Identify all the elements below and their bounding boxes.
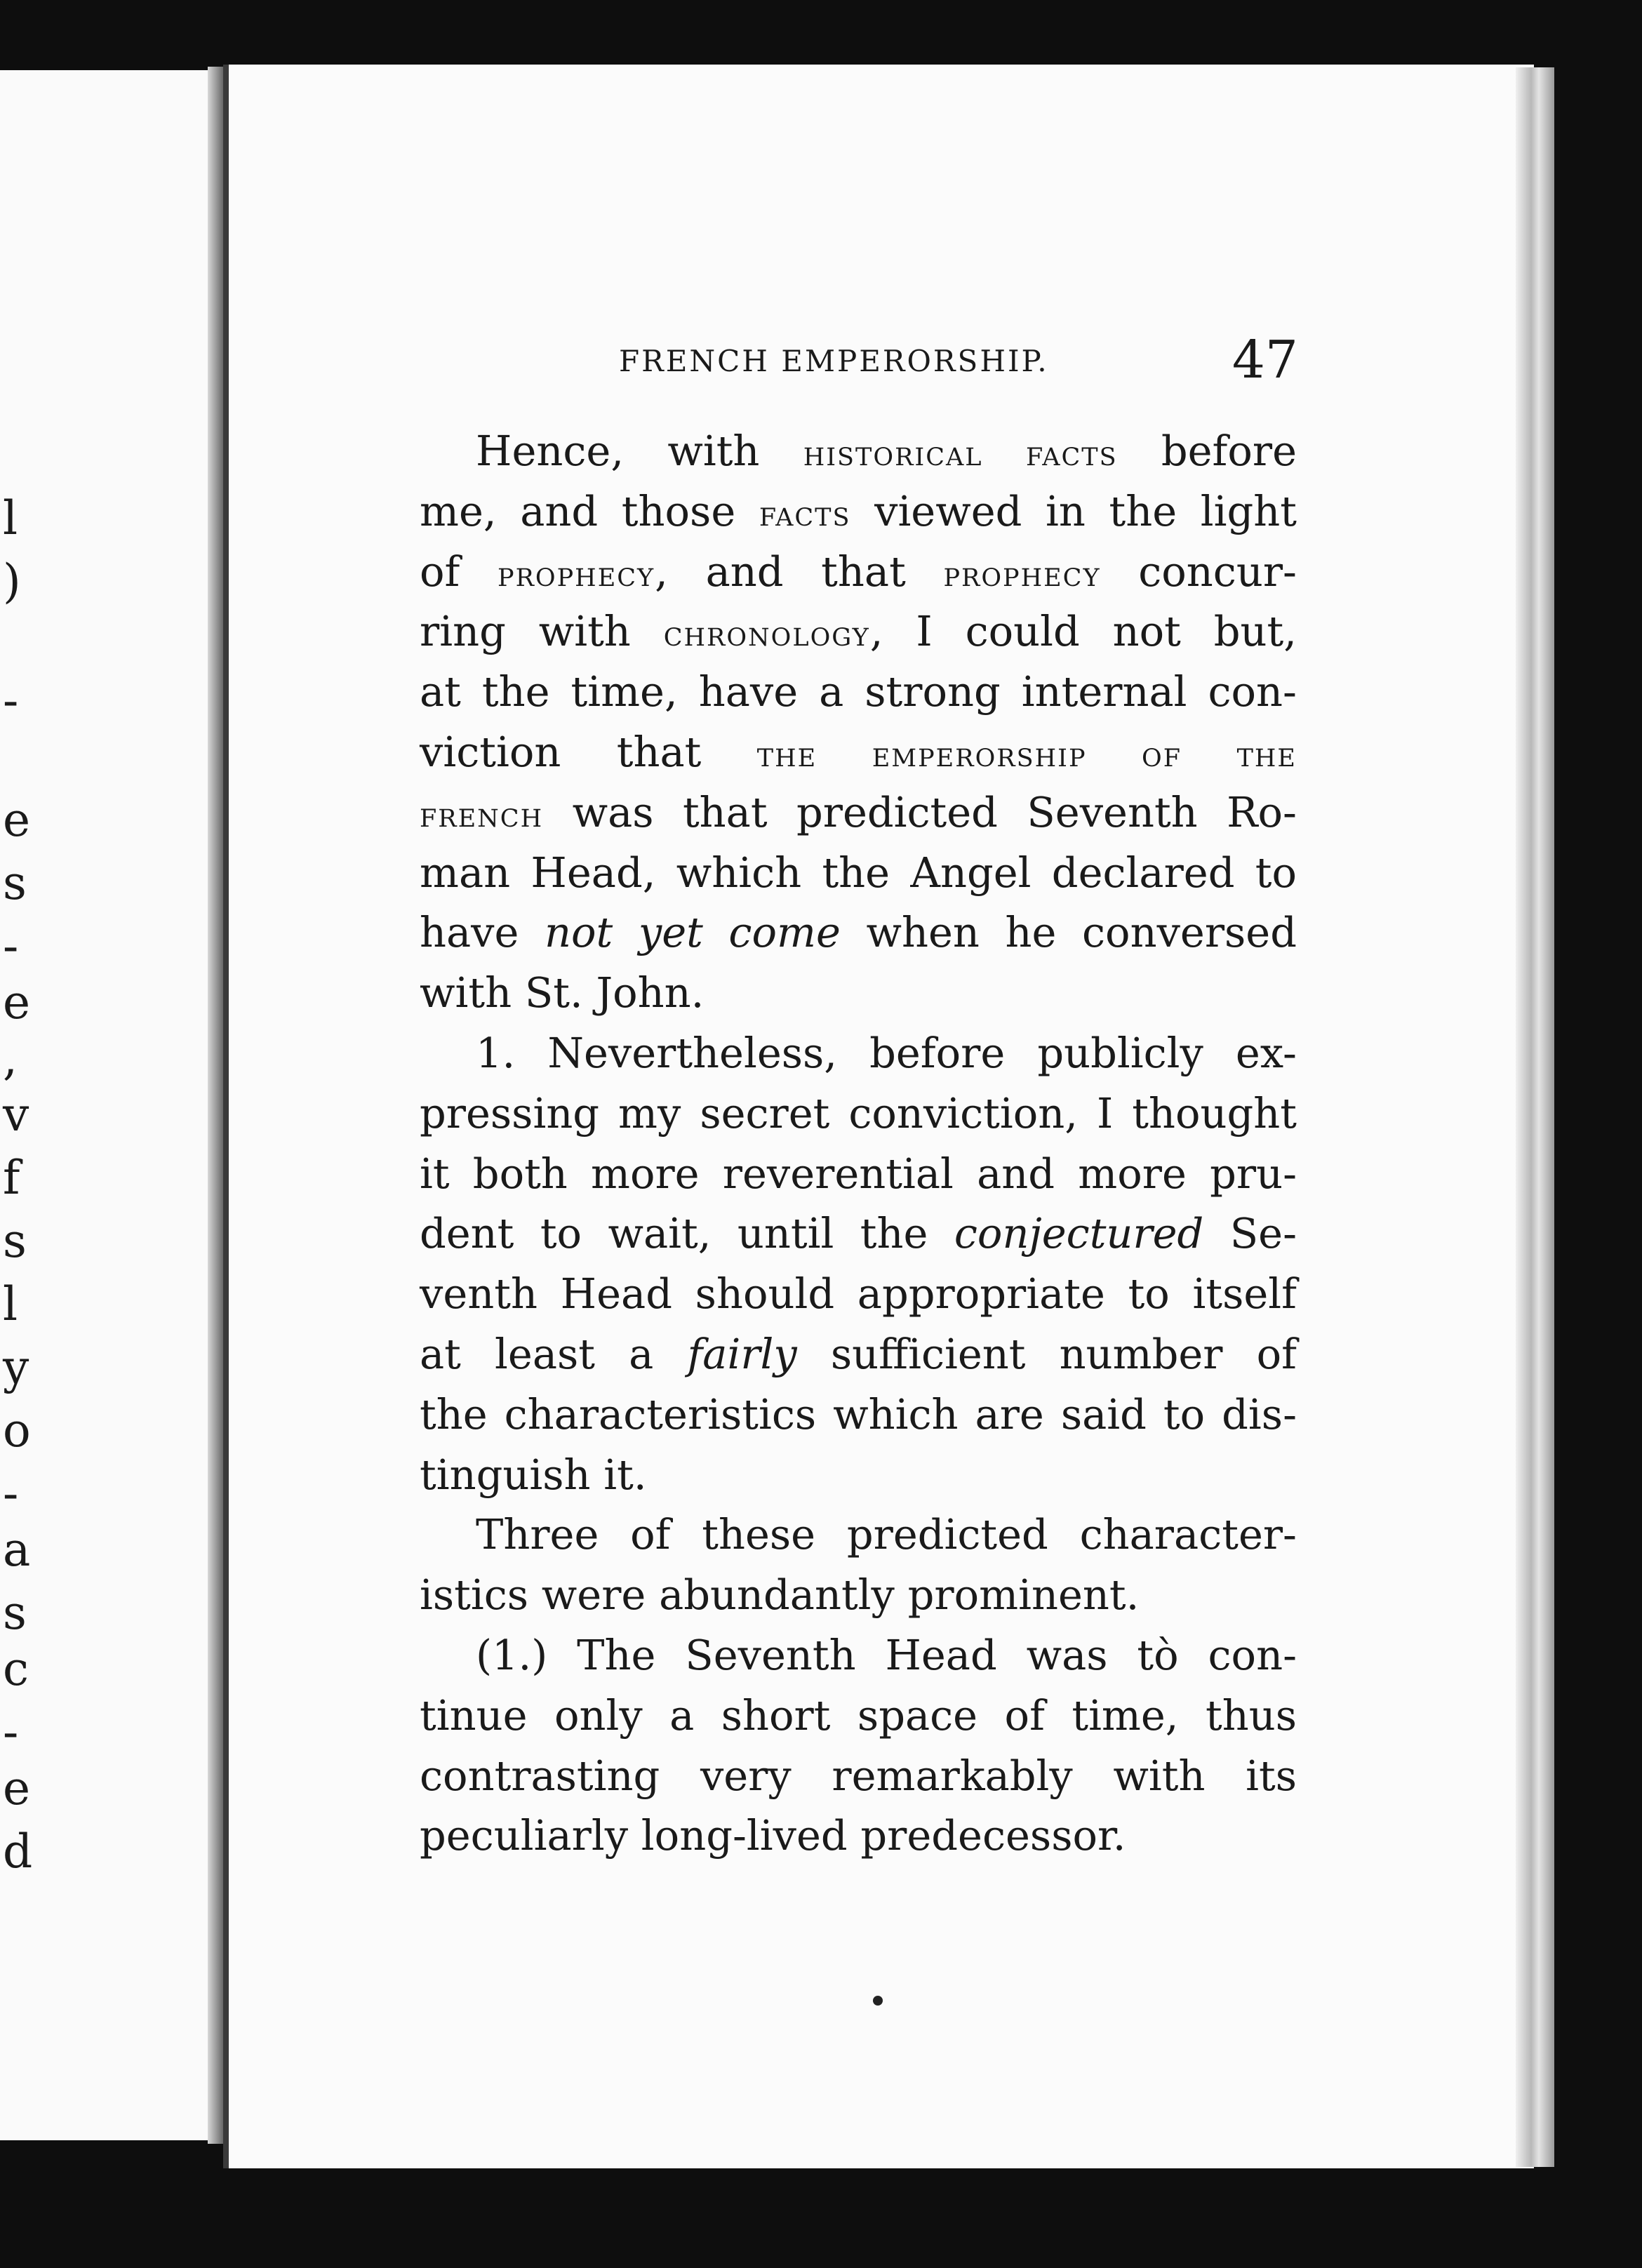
text-run: pressing my secret conviction, I thought	[420, 1088, 1297, 1138]
italic-text: not yet come	[545, 908, 841, 957]
text-run: sufficient number of	[796, 1329, 1297, 1378]
text-run: have	[420, 908, 545, 957]
previous-page-fragment: )	[3, 554, 21, 608]
text-line	[420, 1023, 1297, 1083]
text-line	[420, 1625, 1297, 1686]
previous-page-fragment: s	[3, 1214, 27, 1268]
text-line	[420, 963, 1297, 1023]
text-run: at the time, have a strong internal con-	[420, 667, 1297, 716]
text-run: viewed in the light	[850, 486, 1297, 535]
previous-page-fragment: -	[3, 674, 19, 728]
text-line	[420, 1565, 1297, 1625]
text-line	[420, 1686, 1297, 1746]
small-caps-text: the emperorship of the	[756, 733, 1297, 775]
previous-page-fragment: e	[3, 1761, 31, 1815]
text-line	[420, 662, 1297, 722]
previous-page-fragment: c	[3, 1642, 29, 1696]
small-caps-text: chronology	[663, 613, 870, 655]
text-run: , and that	[655, 547, 944, 596]
text-run: man Head, which the Angel declared to	[420, 848, 1297, 897]
small-caps-text: french	[420, 794, 544, 835]
previous-page-fragment: v	[3, 1088, 29, 1142]
text-run: 1. Nevertheless, before publicly ex-	[476, 1028, 1297, 1077]
text-line	[420, 481, 1297, 542]
text-line	[420, 1144, 1297, 1204]
previous-page-fragment: s	[3, 856, 27, 910]
text-line	[420, 1264, 1297, 1324]
text-run: ring with	[420, 607, 664, 656]
text-run: tinue only a short space of time, thus	[420, 1690, 1297, 1740]
text-run: Hence, with	[476, 427, 803, 475]
page-number: 47	[1232, 330, 1298, 390]
text-run: when he conversed	[840, 908, 1297, 957]
text-line	[420, 1385, 1297, 1445]
text-run: before	[1117, 427, 1297, 475]
previous-page-fragment: a	[3, 1523, 31, 1577]
italic-text: fairly	[687, 1329, 797, 1378]
text-run: Three of these predicted character-	[476, 1510, 1297, 1559]
body-text	[420, 421, 1297, 1866]
paragraph	[420, 1505, 1297, 1625]
previous-page-fragment: ,	[3, 1032, 18, 1086]
running-head-title: FRENCH EMPERORSHIP.	[619, 344, 1049, 378]
small-caps-text: historical facts	[803, 433, 1118, 474]
previous-page-fragment: s	[3, 1586, 27, 1640]
text-run: venth Head should appropriate to itself	[420, 1269, 1297, 1319]
running-head	[393, 330, 1298, 400]
paragraph	[420, 1023, 1297, 1505]
small-caps-text: prophecy	[498, 553, 655, 594]
previous-page-fragment: o	[3, 1403, 31, 1457]
text-run: the characteristics which are said to dis-	[420, 1389, 1297, 1439]
text-run: (1.) The Seventh Head was tò con-	[476, 1630, 1297, 1679]
text-line	[420, 902, 1297, 963]
text-run: of	[420, 547, 498, 596]
paragraph	[420, 1625, 1297, 1866]
previous-page-fragment: -	[3, 1467, 19, 1521]
previous-page-fragment: d	[3, 1825, 33, 1879]
text-run: viction that	[420, 727, 757, 776]
text-line	[420, 843, 1297, 903]
previous-page-fragment: y	[3, 1340, 29, 1394]
previous-page-fragment: -	[3, 1705, 19, 1759]
text-line	[420, 601, 1297, 662]
previous-page-fragment: l	[3, 1277, 18, 1331]
text-run: concur-	[1100, 547, 1297, 596]
text-run: Se-	[1203, 1209, 1297, 1258]
text-line	[420, 542, 1297, 602]
previous-page-fragment: e	[3, 793, 31, 847]
text-line	[420, 782, 1297, 843]
previous-page	[0, 70, 222, 2140]
page-block-edge	[1516, 67, 1554, 2167]
text-line	[420, 1083, 1297, 1144]
small-caps-text: prophecy	[943, 553, 1101, 594]
previous-page-fragment: f	[3, 1151, 20, 1205]
printer-mark	[873, 1996, 883, 2006]
text-line	[420, 421, 1297, 481]
text-run: dent to wait, until the	[420, 1209, 954, 1258]
previous-page-fragment: e	[3, 975, 31, 1029]
previous-page-fragment: -	[3, 919, 19, 973]
text-line	[420, 1746, 1297, 1806]
text-line	[420, 1324, 1297, 1385]
text-run: it both more reverential and more pru-	[420, 1149, 1297, 1198]
text-line	[420, 1505, 1297, 1565]
text-run: contrasting very remarkably with its	[420, 1751, 1297, 1800]
text-run: me, and those	[420, 486, 759, 535]
text-line	[420, 1806, 1297, 1866]
text-line	[420, 1203, 1297, 1264]
text-run: peculiarly long-lived predecessor.	[420, 1811, 1126, 1860]
text-run: istics were abundantly prominent.	[420, 1570, 1140, 1620]
text-run: with St. John.	[420, 968, 705, 1018]
previous-page-fragment: l	[3, 491, 18, 545]
text-line	[420, 722, 1297, 782]
text-run: was that predicted Seventh Ro-	[543, 787, 1297, 836]
text-run: , I could not but,	[869, 607, 1297, 656]
italic-text: conjectured	[954, 1209, 1204, 1258]
paragraph	[420, 421, 1297, 1023]
text-line	[420, 1445, 1297, 1505]
text-run: at least a	[420, 1329, 688, 1378]
small-caps-text: facts	[759, 493, 851, 534]
text-run: tinguish it.	[420, 1450, 647, 1499]
